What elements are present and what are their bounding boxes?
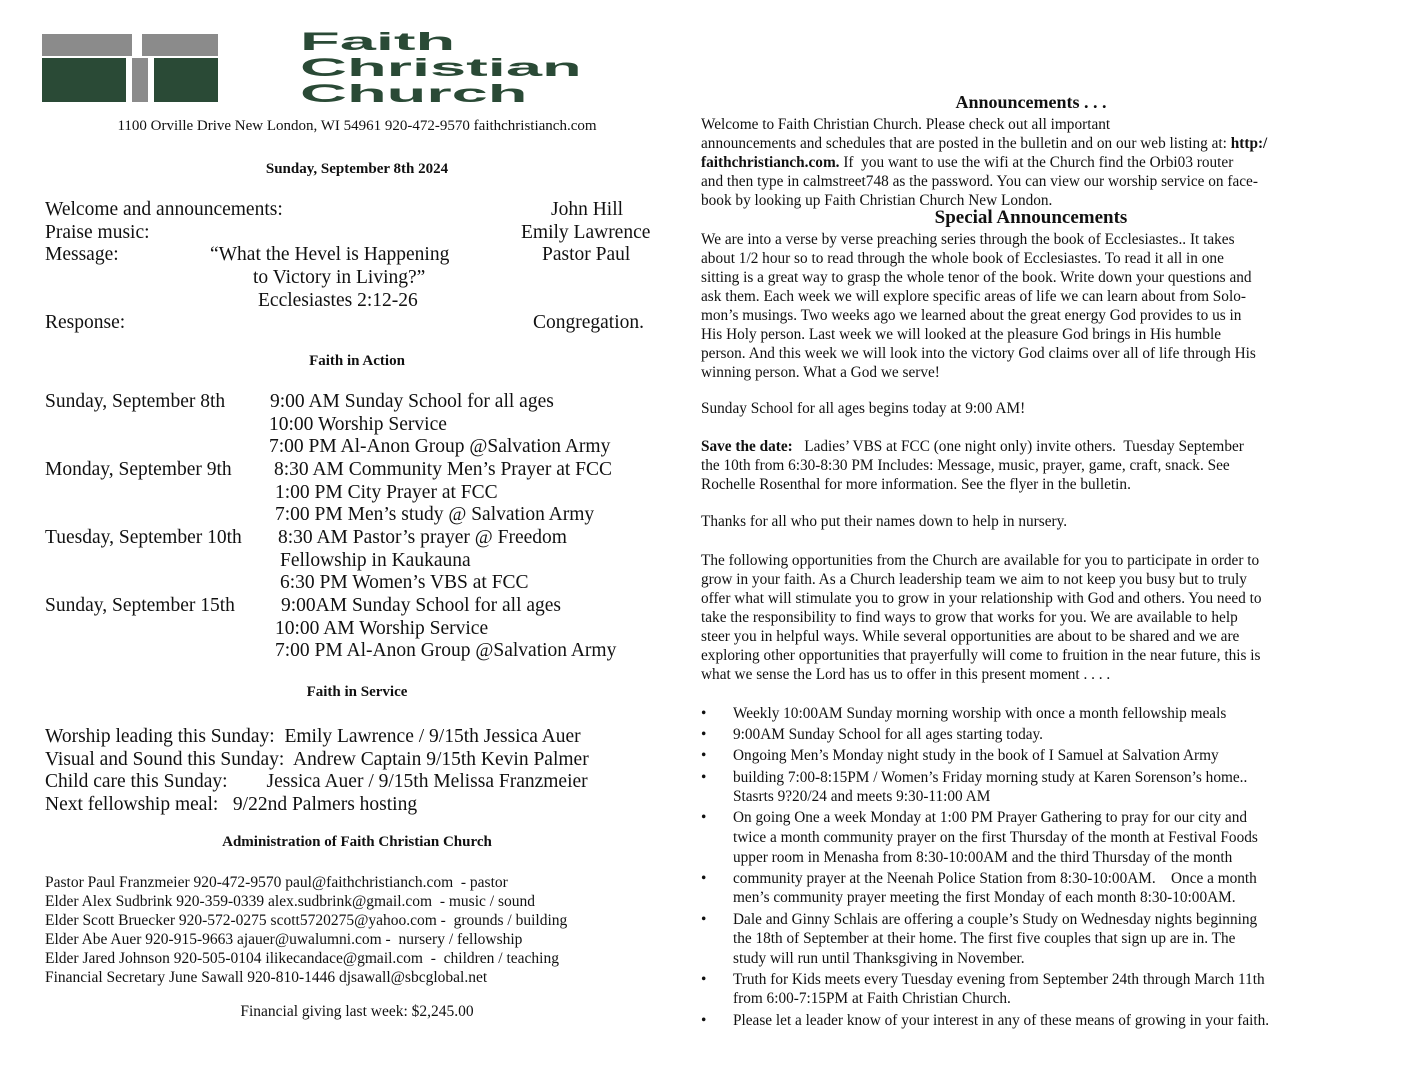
event-item: 6:30 PM Women’s VBS at FCC (280, 572, 529, 594)
list-item-line: the 18th of September at their home. The first five couples that sign up are in. The (733, 930, 1236, 948)
sermon-series-paragraph (701, 230, 1363, 382)
list-item-line: • community prayer at the Neenah Police Station from 8:30-10:00AM. Once a month (733, 869, 1257, 887)
list-item-line: men’s community prayer meeting the first Monday of each month 8:30-10:00AM. (733, 889, 1236, 907)
event-item: Fellowship in Kaukauna (280, 549, 471, 571)
list-item-line: upper room in Menasha from 8:30-10:00AM and the third Thursday of the month (733, 848, 1233, 866)
event-item: 8:30 AM Community Men’s Prayer at FCC (274, 459, 613, 480)
event-item: 7:00 PM Men’s study @ Salvation Army (275, 504, 595, 526)
paragraph-line: sitting is a great way to grasp the whole tenor of the book. Write down your questions and (701, 269, 1252, 286)
faith-in-action-heading: Faith in Action (309, 353, 405, 369)
list-item (701, 970, 1363, 1009)
list-item-line: • 9:00AM Sunday School for all ages starting today. (733, 726, 1044, 744)
save-the-date-label: Save the date: (701, 438, 793, 455)
service-person: Emily Lawrence (521, 222, 651, 243)
service-assignment: Visual and Sound this Sunday: Andrew Captain 9/15th Kevin Palmer (45, 748, 589, 770)
welcome-line: and then type in calmstreet748 as the password. You can view our worship service on face- (701, 173, 1258, 190)
service-role: Welcome and announcements: (45, 199, 283, 220)
staff-contact: Pastor Paul Franzmeier 920-472-9570 paul@faithchristianch.com - pastor (45, 874, 508, 891)
paragraph-line: mon’s musings. Two weeks ago we learned about the great energy God provides to us in (701, 307, 1242, 324)
message-title: “What the Hevel is Happening (210, 244, 450, 265)
event-day: Sunday, September 15th (45, 595, 235, 616)
bulletin-date: Sunday, September 8th 2024 (265, 161, 449, 177)
paragraph-line: offer what will stimulate you to grow in your relationship with God and others. You need to (701, 590, 1262, 607)
list-item (701, 704, 1363, 724)
list-item-line: • Please let a leader know of your interest in any of these means of growing in your faith. (733, 1011, 1270, 1029)
paragraph-line: ask them. Each week we will explore specific areas of life we can learn about from Solo- (701, 288, 1246, 305)
church-logo (42, 28, 682, 108)
save-the-date-paragraph (701, 437, 1363, 494)
paragraph-line: His Holy person. Last week we will looked at the pleasure God brings in His humble (701, 326, 1221, 343)
list-item-line: • Ongoing Men’s Monday night study in the book of I Samuel at Salvation Army (733, 747, 1219, 765)
event-item: 10:00 AM Worship Service (275, 617, 489, 639)
list-item (701, 768, 1363, 807)
event-item: 1:00 PM City Prayer at FCC (275, 481, 498, 503)
website-link[interactable]: faithchristianch.com. (701, 154, 840, 171)
paragraph-line: steer you in helpful ways. While several opportunities are about to be shared and we are (701, 628, 1240, 645)
event-day: Sunday, September 8th (45, 391, 226, 412)
list-item-line: twice a month community prayer on the first Thursday of the month at Festival Foods (733, 828, 1258, 846)
event-day: Tuesday, September 10th (45, 527, 242, 548)
list-item (701, 910, 1363, 969)
event-item: 7:00 PM Al-Anon Group @Salvation Army (275, 640, 617, 662)
event-item: 9:00AM Sunday School for all ages (281, 595, 562, 616)
service-assignment: Child care this Sunday: Jessica Auer / 9/15th Melissa Franzmeier (45, 771, 588, 793)
logo-line-2: Christian (300, 54, 582, 82)
nursery-thanks: Thanks for all who put their names down to help in nursery. (701, 513, 1068, 530)
welcome-paragraph (701, 115, 1363, 210)
administration-heading: Administration of Faith Christian Church (222, 834, 492, 850)
list-item (701, 746, 1363, 766)
paragraph-line: the 10th from 6:30-8:30 PM Includes: Message, music, prayer, game, craft, snack. See (701, 457, 1230, 474)
message-scripture: Ecclesiastes 2:12-26 (258, 290, 418, 311)
paragraph-line: what we sense the Lord has us to offer in this present moment . . . . (701, 666, 1111, 683)
paragraph-line: Rochelle Rosenthal for more information. See the flyer in the bulletin. (701, 476, 1131, 493)
welcome-line: book by looking up Faith Christian Church New London. (701, 192, 1053, 209)
service-person: John Hill (551, 199, 624, 220)
event-item: 10:00 Worship Service (269, 413, 447, 435)
event-day: Monday, September 9th (45, 459, 232, 480)
service-assignment: Next fellowship meal: 9/22nd Palmers hosting (45, 794, 418, 816)
announcements-heading: Announcements . . . (955, 92, 1107, 112)
message-title: to Victory in Living?” (253, 267, 426, 288)
paragraph-line: about 1/2 hour so to read through the whole book of Ecclesiastes. To read it all in one (701, 250, 1224, 267)
logo-line-3: Church (300, 80, 528, 108)
staff-contact: Elder Jared Johnson 920-505-0104 ilikecandace@gmail.com - children / teaching (45, 950, 559, 967)
sunday-school-note: Sunday School for all ages begins today at 9:00 AM! (701, 400, 1026, 417)
church-address: 1100 Orville Drive New London, WI 54961 920-472-9570 faithchristianch.com (117, 118, 597, 134)
faith-in-action-schedule (45, 391, 665, 663)
website-link[interactable]: http:/ (1230, 135, 1268, 152)
opportunities-list (701, 704, 1363, 1032)
paragraph-line: The following opportunities from the Church are available for you to participate in order to (701, 552, 1260, 569)
administration-list (45, 873, 567, 987)
list-item-line: • Truth for Kids meets every Tuesday evening from September 24th through March 11th (733, 970, 1265, 988)
opportunities-paragraph (701, 551, 1363, 684)
paragraph-line: winning person. What a God we serve! (701, 364, 940, 381)
service-assignment: Worship leading this Sunday: Emily Lawrence / 9/15th Jessica Auer (45, 726, 581, 747)
list-item-line: study will run until Thanksgiving in November. (733, 949, 1025, 967)
paragraph-line: exploring other opportunities that prayerfully will come to fruition in the near future, this is (701, 647, 1261, 664)
service-person: Congregation. (533, 312, 645, 333)
list-item-line: • Dale and Ginny Schlais are offering a couple’s Study on Wednesday nights beginning (733, 910, 1258, 928)
list-item (701, 869, 1363, 908)
event-item: 9:00 AM Sunday School for all ages (270, 391, 554, 412)
service-role: Response: (45, 312, 126, 333)
list-item (701, 725, 1363, 745)
welcome-line: Welcome to Faith Christian Church. Please check out all important (701, 116, 1111, 133)
list-item-line: Stasrts 9?20/24 and meets 9:30-11:00 AM (733, 788, 991, 806)
service-role: Praise music: (45, 222, 150, 243)
faith-in-service-heading: Faith in Service (306, 684, 408, 700)
faith-in-service-list (45, 726, 589, 817)
paragraph-line: We are into a verse by verse preaching series through the book of Ecclesiastes.. It takes (701, 231, 1235, 248)
list-item-line: • Weekly 10:00AM Sunday morning worship with once a month fellowship meals (733, 705, 1227, 722)
list-item (701, 1011, 1363, 1031)
list-item (701, 808, 1363, 867)
service-person: Pastor Paul (542, 244, 631, 265)
logo-line-1: Faith (300, 28, 456, 56)
financial-giving: Financial giving last week: $2,245.00 (240, 1003, 474, 1020)
welcome-line: faithchristianch.com. If you want to use the wifi at the Church find the Orbi03 router (701, 154, 1234, 171)
service-role: Message: (45, 244, 119, 265)
staff-contact: Elder Scott Bruecker 920-572-0275 scott5720275@yahoo.com - grounds / building (45, 912, 568, 929)
paragraph-line: grow in your faith. As a Church leadership team we aim to not keep you busy but to truly (701, 571, 1247, 588)
staff-contact: Financial Secretary June Sawall 920-810-1446 djsawall@sbcglobal.net (45, 969, 488, 986)
paragraph-line: person. And this week we will look into the victory God claims over all of life through His (701, 345, 1256, 362)
event-item: 7:00 PM Al-Anon Group @Salvation Army (269, 436, 611, 458)
event-item: 8:30 AM Pastor’s prayer @ Freedom (278, 527, 567, 548)
list-item-line: • On going One a week Monday at 1:00 PM Prayer Gathering to pray for our city and (733, 809, 1248, 827)
welcome-line: announcements and schedules that are posted in the bulletin and on our web listing at: http:/ (701, 135, 1268, 152)
staff-contact: Elder Abe Auer 920-915-9663 ajauer@uwalumni.com - nursery / fellowship (45, 931, 523, 948)
staff-contact: Elder Alex Sudbrink 920-359-0339 alex.sudbrink@gmail.com - music / sound (45, 893, 535, 910)
special-announcements-heading: Special Announcements (934, 207, 1128, 228)
list-item-line: from 6:00-7:15PM at Faith Christian Church. (733, 990, 1011, 1008)
paragraph-line: take the responsibility to find ways to grow that works for you. We are available to help (701, 609, 1238, 626)
list-item-line: • building 7:00-8:15PM / Women’s Friday morning study at Karen Sorenson’s home.. (733, 768, 1248, 786)
paragraph-line: Save the date: Ladies’ VBS at FCC (one night only) invite others. Tuesday September (701, 438, 1244, 455)
